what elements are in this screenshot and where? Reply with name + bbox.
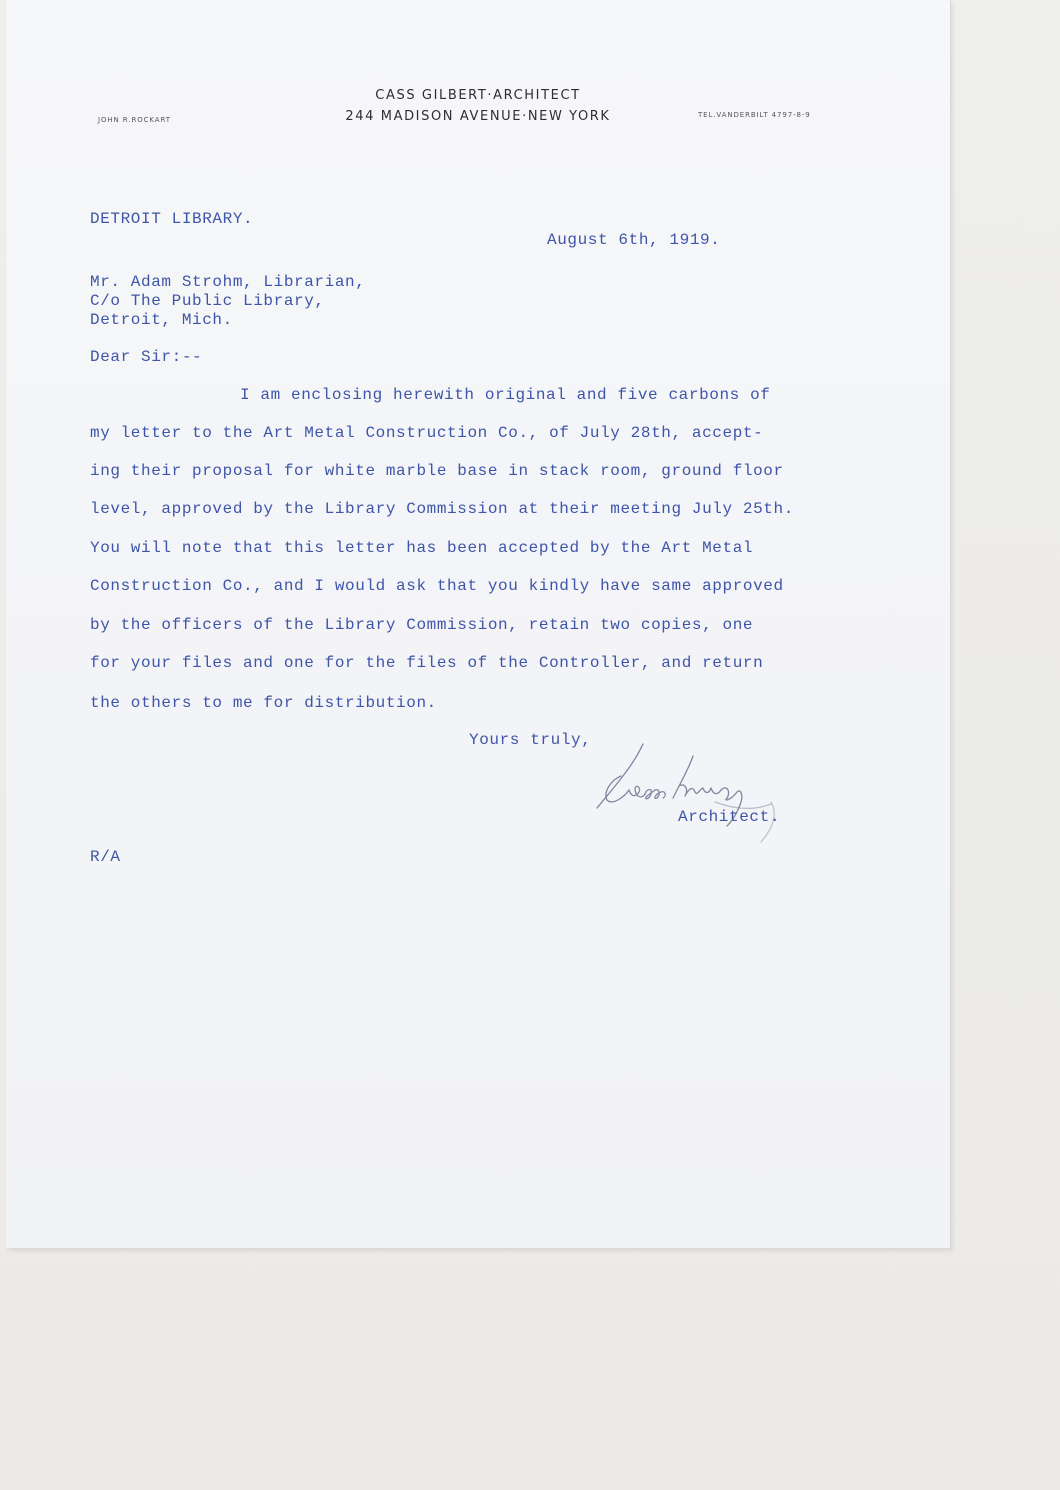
body-line: for your files and one for the files of the Controller, and return	[90, 654, 764, 672]
body-line: level, approved by the Library Commission at their meeting July 25th.	[90, 500, 794, 518]
letter-date: August 6th, 1919.	[547, 231, 721, 249]
body-line: by the officers of the Library Commission, retain two copies, one	[90, 616, 754, 634]
complimentary-close: Yours truly,	[469, 731, 592, 749]
addressee-heading: DETROIT LIBRARY.	[90, 210, 254, 228]
letterhead-address: 244 MADISON AVENUE·NEW YORK	[345, 109, 611, 124]
letter-sheet	[6, 0, 951, 1248]
body-line: I am enclosing herewith original and five carbons of	[240, 386, 771, 404]
letterhead-telephone: TEL.VANDERBILT 4797-8-9	[698, 111, 811, 119]
inside-address-line: C/o The Public Library,	[90, 292, 325, 310]
reference-initials: R/A	[90, 848, 121, 866]
body-line: my letter to the Art Metal Construction Co., of July 28th, accept-	[90, 424, 764, 442]
letterhead-firm-name: CASS GILBERT·ARCHITECT	[375, 88, 581, 103]
signer-title: Architect.	[678, 808, 781, 826]
inside-address-line: Detroit, Mich.	[90, 311, 233, 329]
body-line: You will note that this letter has been accepted by the Art Metal	[90, 539, 754, 557]
body-line: the others to me for distribution.	[90, 694, 437, 712]
body-line: ing their proposal for white marble base in stack room, ground floor	[90, 462, 784, 480]
letterhead-associate-name: JOHN R.ROCKART	[98, 116, 171, 124]
handwritten-signature	[581, 738, 811, 848]
inside-address-line: Mr. Adam Strohm, Librarian,	[90, 273, 366, 291]
salutation: Dear Sir:--	[90, 348, 203, 366]
body-line: Construction Co., and I would ask that you kindly have same approved	[90, 577, 784, 595]
